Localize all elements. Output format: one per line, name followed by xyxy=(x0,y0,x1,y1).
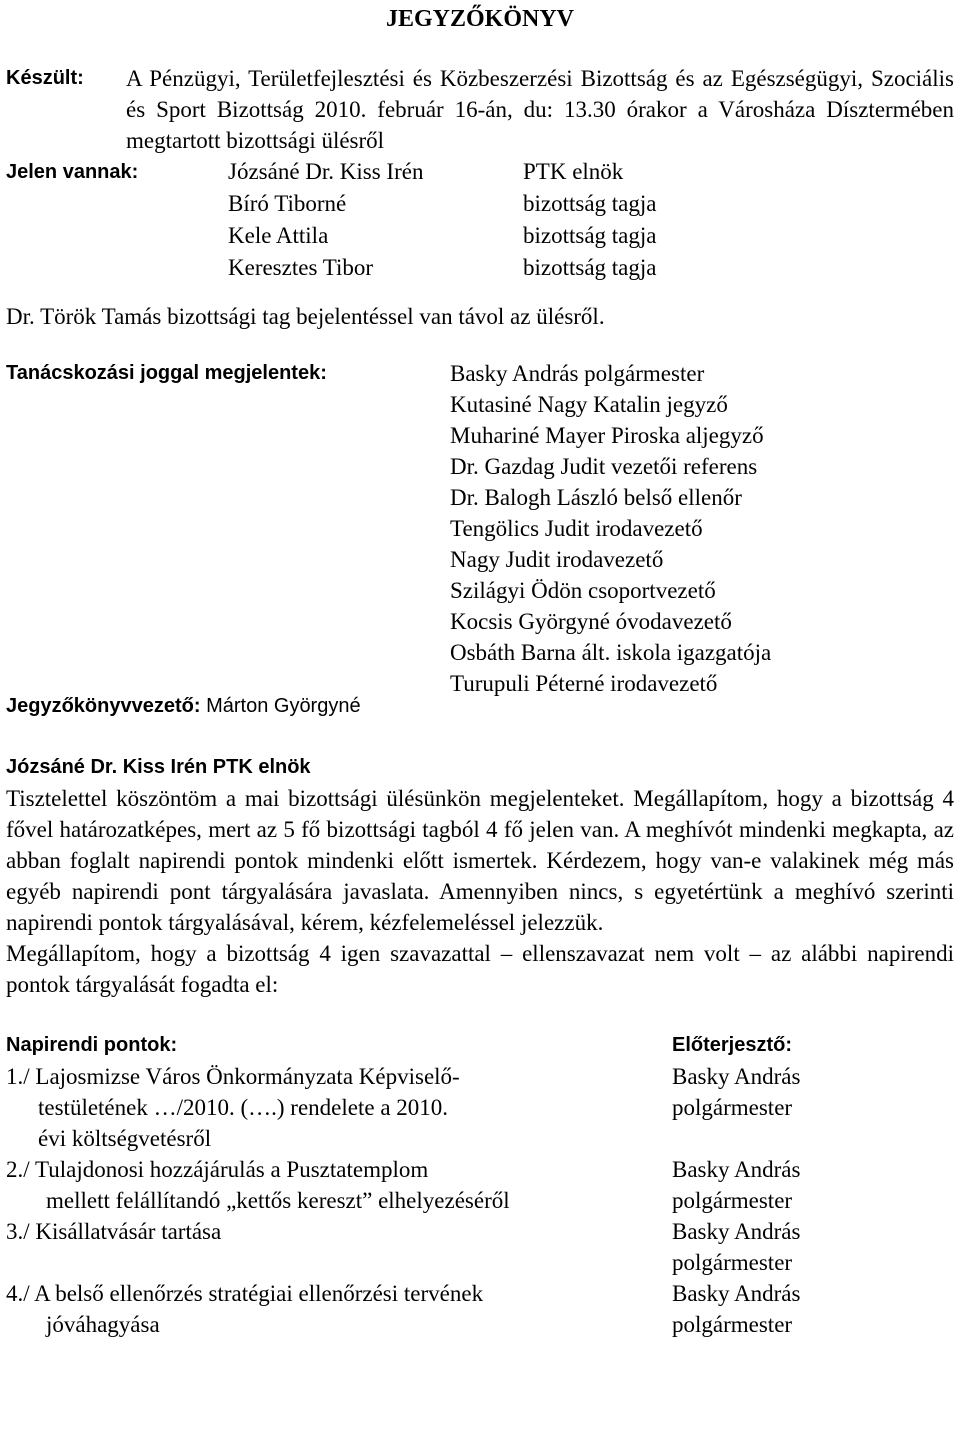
advisory-label: Tanácskozási joggal megjelentek: xyxy=(6,362,327,384)
document-title: JEGYZŐKÖNYV xyxy=(385,6,574,32)
member-name: Józsáné Dr. Kiss Irén xyxy=(228,159,424,184)
agenda-item xyxy=(6,1216,954,1278)
agenda-item-line: mellett felállítandó „kettős kereszt” elhelyezéséről xyxy=(46,1188,510,1213)
agenda-item-line: 3./ Kisállatvásár tartása xyxy=(6,1219,222,1244)
list-item: Tengölics Judit irodavezető xyxy=(450,516,703,541)
presenter-name: Basky András xyxy=(672,1157,801,1182)
advisory-list xyxy=(450,358,771,699)
presenter-name: Basky András xyxy=(672,1281,801,1306)
agenda-item-line: évi költségvetésről xyxy=(38,1126,212,1151)
present-section xyxy=(6,156,954,284)
agenda-item-line: testületének …/2010. (….) rendelete a 2010. xyxy=(38,1095,449,1120)
list-item: Kocsis Györgyné óvodavezető xyxy=(450,609,732,634)
minutes-taker-label: Jegyzőkönyvvezető: xyxy=(6,695,201,717)
agenda-header-presenter: Előterjesztő: xyxy=(672,1034,793,1056)
absence-note: Dr. Török Tamás bizottsági tag bejelentéssel van távol az ülésről. xyxy=(6,304,605,329)
minutes-taker-name: Márton Györgyné xyxy=(206,695,361,717)
presenter-title: polgármester xyxy=(672,1188,793,1213)
prepared-section xyxy=(6,63,954,156)
agenda-header xyxy=(6,1030,954,1061)
agenda-item-line: jóváhagyása xyxy=(46,1312,160,1337)
present-label: Jelen vannak: xyxy=(6,161,139,183)
member-role: bizottság tagja xyxy=(523,255,657,280)
member-name: Keresztes Tibor xyxy=(228,255,374,280)
agenda-item xyxy=(6,1278,954,1340)
agenda-item xyxy=(6,1154,954,1216)
prepared-text: A Pénzügyi, Területfejlesztési és Közbeszerzési Bizottság és az Egészségügyi, Szociális és Sport Bizottság 2010. február 16-án, du: 13.30 órakor a Városháza Dísztermében megtartott bizottsági ülésről xyxy=(126,66,954,153)
member-role: PTK elnök xyxy=(523,159,624,184)
agenda-acceptance-paragraph: Megállapítom, hogy a bizottság 4 igen szavazattal – ellenszavazat nem volt – az alábbi napirendi pontok tárgyalását fogadta el: xyxy=(6,941,954,997)
presenter-title: polgármester xyxy=(672,1095,793,1120)
list-item: Szilágyi Ödön csoportvezető xyxy=(450,578,716,603)
list-item: Turupuli Péterné irodavezető xyxy=(450,671,718,696)
advisory-section xyxy=(6,358,954,699)
list-item: Muhariné Mayer Piroska aljegyző xyxy=(450,423,764,448)
agenda-item-line: 2./ Tulajdonosi hozzájárulás a Pusztatemplom xyxy=(6,1157,429,1182)
member-role: bizottság tagja xyxy=(523,223,657,248)
agenda-item-line: 4./ A belső ellenőrzés stratégiai ellenőrzési tervének xyxy=(6,1281,484,1306)
list-item: Osbáth Barna ált. iskola igazgatója xyxy=(450,640,772,665)
presenter-title: polgármester xyxy=(672,1312,793,1337)
speaker-heading: Józsáné Dr. Kiss Irén PTK elnök xyxy=(6,756,311,778)
list-item: Dr. Gazdag Judit vezetői referens xyxy=(450,454,758,479)
prepared-label: Készült: xyxy=(6,67,84,89)
agenda-item-line: 1./ Lajosmizse Város Önkormányzata Képviselő- xyxy=(6,1064,460,1089)
agenda-item xyxy=(6,1061,954,1154)
member-role: bizottság tagja xyxy=(523,191,657,216)
document-page xyxy=(6,0,954,1340)
presenter-title: polgármester xyxy=(672,1250,793,1275)
list-item: Basky András polgármester xyxy=(450,361,705,386)
member-name: Kele Attila xyxy=(228,223,329,248)
agenda-header-items: Napirendi pontok: xyxy=(6,1034,178,1056)
opening-paragraph: Tisztelettel köszöntöm a mai bizottsági ülésünkön megjelenteket. Megállapítom, hogy a bizottság 4 fővel határozatképes, mert az 5 fő bizottsági tagból 4 fő jelen van. A meghívót mindenki megkapta, az abban foglalt napirendi pontok mindenki előtt ismertek. Kérdezem, hogy van-e valakinek még más egyéb napirendi pont tárgyalására javaslata. Amennyiben nincs, s egyetértünk a meghívó szerinti napirendi pontok tárgyalásával, kérem, kézfelemeléssel jelezzük. xyxy=(6,786,954,935)
presenter-name: Basky András xyxy=(672,1064,801,1089)
presenter-name: Basky András xyxy=(672,1219,801,1244)
list-item: Nagy Judit irodavezető xyxy=(450,547,664,572)
list-item: Kutasiné Nagy Katalin jegyző xyxy=(450,392,728,417)
member-name: Bíró Tiborné xyxy=(228,191,347,216)
list-item: Dr. Balogh László belső ellenőr xyxy=(450,485,742,510)
